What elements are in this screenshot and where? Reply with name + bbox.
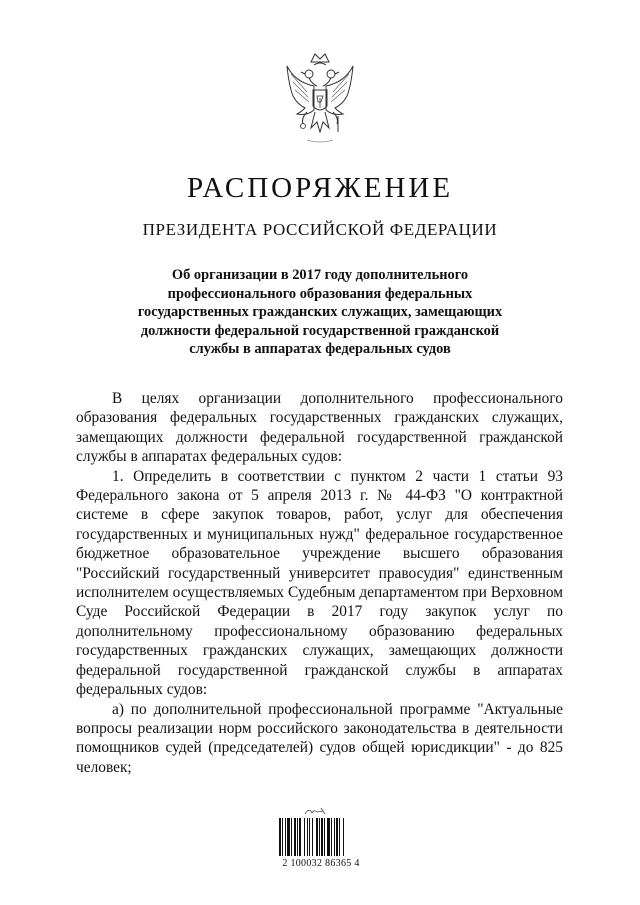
handwritten-mark-icon — [303, 805, 333, 817]
heading-line: должности федеральной государственной гражданской — [140, 322, 500, 339]
document-subtitle: ПРЕЗИДЕНТА РОССИЙСКОЙ ФЕДЕРАЦИИ — [142, 220, 498, 239]
heading-line: Об организации в 2017 году дополнительного — [171, 267, 469, 283]
document-heading — [96, 266, 544, 359]
barcode-icon — [279, 818, 361, 856]
heading-line: государственных гражданских служащих, замещающих — [137, 304, 503, 321]
heading-line: профессионального образования федеральных — [167, 285, 473, 302]
document-body — [76, 389, 563, 777]
coat-of-arms-icon — [281, 52, 359, 147]
body-paragraph: а) по дополнительной профессиональной программе "Актуальные вопросы реализации норм российского законодательства в деятельности помощников судей (председателей) судов общей юрисдикции" - до 825 человек; — [76, 700, 563, 776]
body-paragraph: 1. Определить в соответствии с пунктом 2 части 1 статьи 93 Федерального закона от 5 апреля 2013 г. № 44-ФЗ "О контрактной системе в сфере закупок товаров, работ, услуг для обеспечения государственных и муниципальных нужд" федеральное государственное бюджетное образовательное учреждение высшего образования "Российский государственный университет правосудия" единственным исполнителем осуществляемых Судебным департаментом при Верховном Суде Российской Федерации в 2017 году закупок услуг по дополнительному профессиональному образованию федеральных государственных гражданских служащих, замещающих должности федеральной государственной гражданской службы в аппаратах федеральных судов: — [76, 467, 563, 699]
barcode-number: 2 100032 86365 4 — [282, 858, 360, 869]
heading-line: службы в аппаратах федеральных судов — [189, 341, 451, 358]
body-paragraph: В целях организации дополнительного профессионального образования федеральных государственных гражданских служащих, замещающих должности федеральной государственной гражданской службы в аппаратах федеральных судов: — [76, 390, 563, 466]
document-title: РАСПОРЯЖЕНИЕ — [186, 172, 454, 204]
